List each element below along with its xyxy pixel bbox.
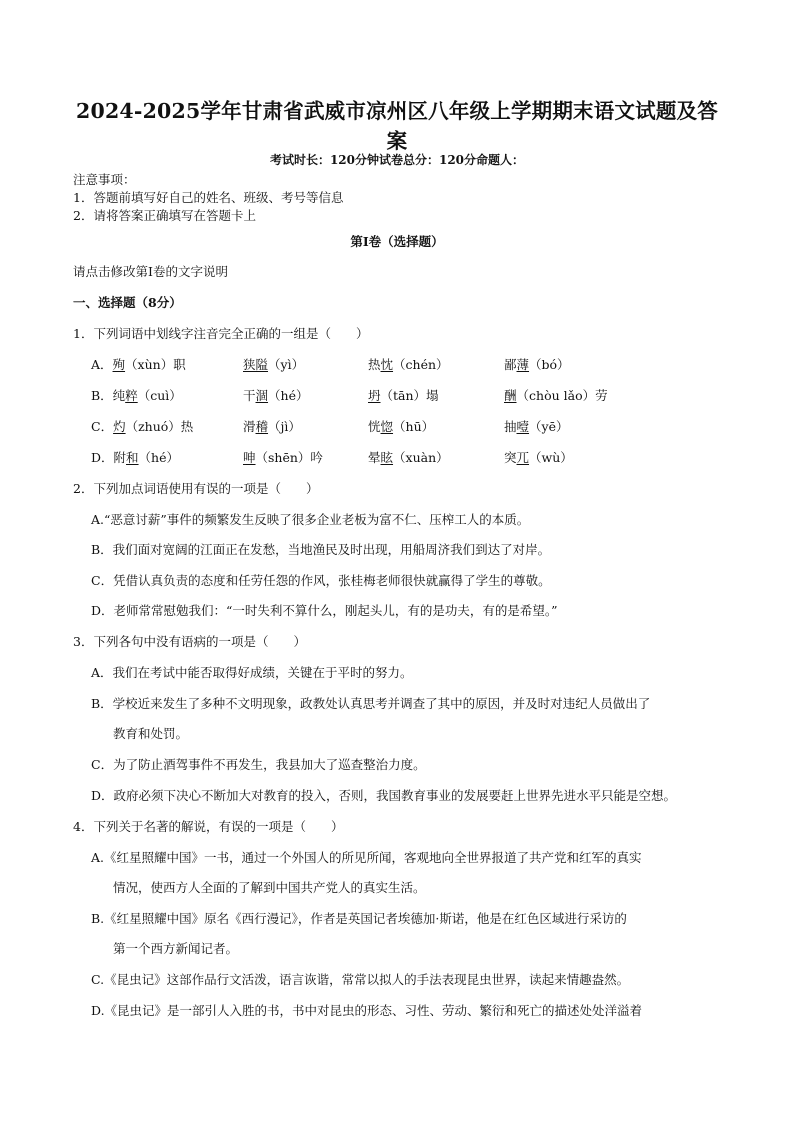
notes-block <box>73 171 343 225</box>
q1-option-cell: 滑稽（jì） <box>243 419 301 434</box>
q1-option-cell: 热忱（chén） <box>368 357 449 372</box>
question-4-stem: 4．下列关于名著的解说，有误的一项是（ ） <box>73 819 344 834</box>
section-title: 一、选择题（8分） <box>73 295 182 310</box>
q1-option-cell: 呻（shēn）吟 <box>243 450 323 465</box>
notes-heading: 注意事项： <box>73 172 136 187</box>
q1-option-cell: 坍（tān）塌 <box>368 388 439 403</box>
q1-option-cell: 突兀（wù） <box>504 450 573 465</box>
document-title <box>60 96 734 156</box>
volume-description: 请点击修改第I卷的文字说明 <box>73 264 228 279</box>
q3-option-b-continued: 教育和处罚。 <box>113 726 189 741</box>
q4-option-b: B.《红星照耀中国》原名《西行漫记》，作者是英国记者埃德加·斯诺，他是在红色区域进行采访的 <box>91 911 627 926</box>
q1-option-cell: 酬（chòu lǎo）劳 <box>504 388 608 403</box>
title-line-1: 2024-2025学年甘肃省武威市凉州区八年级上学期期末语文试题及答 <box>76 99 718 123</box>
q2-option-a: A.“恶意讨薪”事件的频繁发生反映了很多企业老板为富不仁、压榨工人的本质。 <box>91 512 530 527</box>
q4-option-a-continued: 情况，使西方人全面的了解到中国共产党人的真实生活。 <box>113 880 426 895</box>
q3-option-d: D．政府必须下决心不断加大对教育的投入，否则，我国教育事业的发展要赶上世界先进水平只能是空想。 <box>91 788 677 803</box>
q1-option-cell: C．灼（zhuó）热 <box>91 419 194 434</box>
q1-option-cell: 晕眩（xuàn） <box>368 450 449 465</box>
q1-option-cell: A．殉（xùn）职 <box>91 357 186 372</box>
q3-option-a: A．我们在考试中能否取得好成绩，关键在于平时的努力。 <box>91 665 413 680</box>
q1-option-cell: D．附和（hé） <box>91 450 179 465</box>
q1-option-cell: 抽噎（yē） <box>504 419 569 434</box>
q2-option-d: D．老师常常慰勉我们：“一时失利不算什么，刚起头儿，有的是功夫，有的是希望。” <box>91 603 558 618</box>
title-line-2: 案 <box>386 129 408 153</box>
question-2-stem: 2．下列加点词语使用有误的一项是（ ） <box>73 481 319 496</box>
q2-option-b: B．我们面对宽阔的江面正在发愁，当地渔民及时出现，用船周济我们到达了对岸。 <box>91 542 551 557</box>
note-item: 1．答题前填写好自己的姓名、班级、考号等信息 <box>73 190 344 205</box>
q4-option-a: A.《红星照耀中国》一书，通过一个外国人的所见所闻，客观地向全世界报道了共产党和红军的真实 <box>91 850 642 865</box>
question-1-stem: 1．下列词语中划线字注音完全正确的一组是（ ） <box>73 326 369 341</box>
q3-option-c: C．为了防止酒驾事件不再发生，我县加大了巡查整治力度。 <box>91 757 426 772</box>
exam-meta: 考试时长：120分钟试卷总分：120分命题人： <box>269 153 525 167</box>
q2-option-c: C．凭借认真负责的态度和任劳任怨的作风，张桂梅老师很快就赢得了学生的尊敬。 <box>91 573 551 588</box>
question-3-stem: 3．下列各句中没有语病的一项是（ ） <box>73 634 306 649</box>
q4-option-b-continued: 第一个西方新闻记者。 <box>113 941 239 956</box>
q1-option-cell: 干涸（hé） <box>243 388 309 403</box>
q4-option-c: C.《昆虫记》这部作品行文活泼，语言诙谐，常常以拟人的手法表现昆虫世界，读起来情趣盎然。 <box>91 972 630 987</box>
volume-title: 第I卷（选择题） <box>350 234 444 249</box>
q1-option-cell: 恍惚（hū） <box>368 419 435 434</box>
q1-option-cell: 狭隘（yì） <box>243 357 305 372</box>
q4-option-d: D.《昆虫记》是一部引人入胜的书，书中对昆虫的形态、习性、劳动、繁衍和死亡的描述处处洋溢着 <box>91 1003 643 1018</box>
q1-option-cell: B．纯粹（cuì） <box>91 388 182 403</box>
q3-option-b: B．学校近来发生了多种不文明现象，政教处认真思考并调查了其中的原因，并及时对违纪人员做出了 <box>91 696 651 711</box>
note-item: 2．请将答案正确填写在答题卡上 <box>73 208 256 223</box>
q1-option-cell: 鄙薄（bó） <box>504 357 570 372</box>
